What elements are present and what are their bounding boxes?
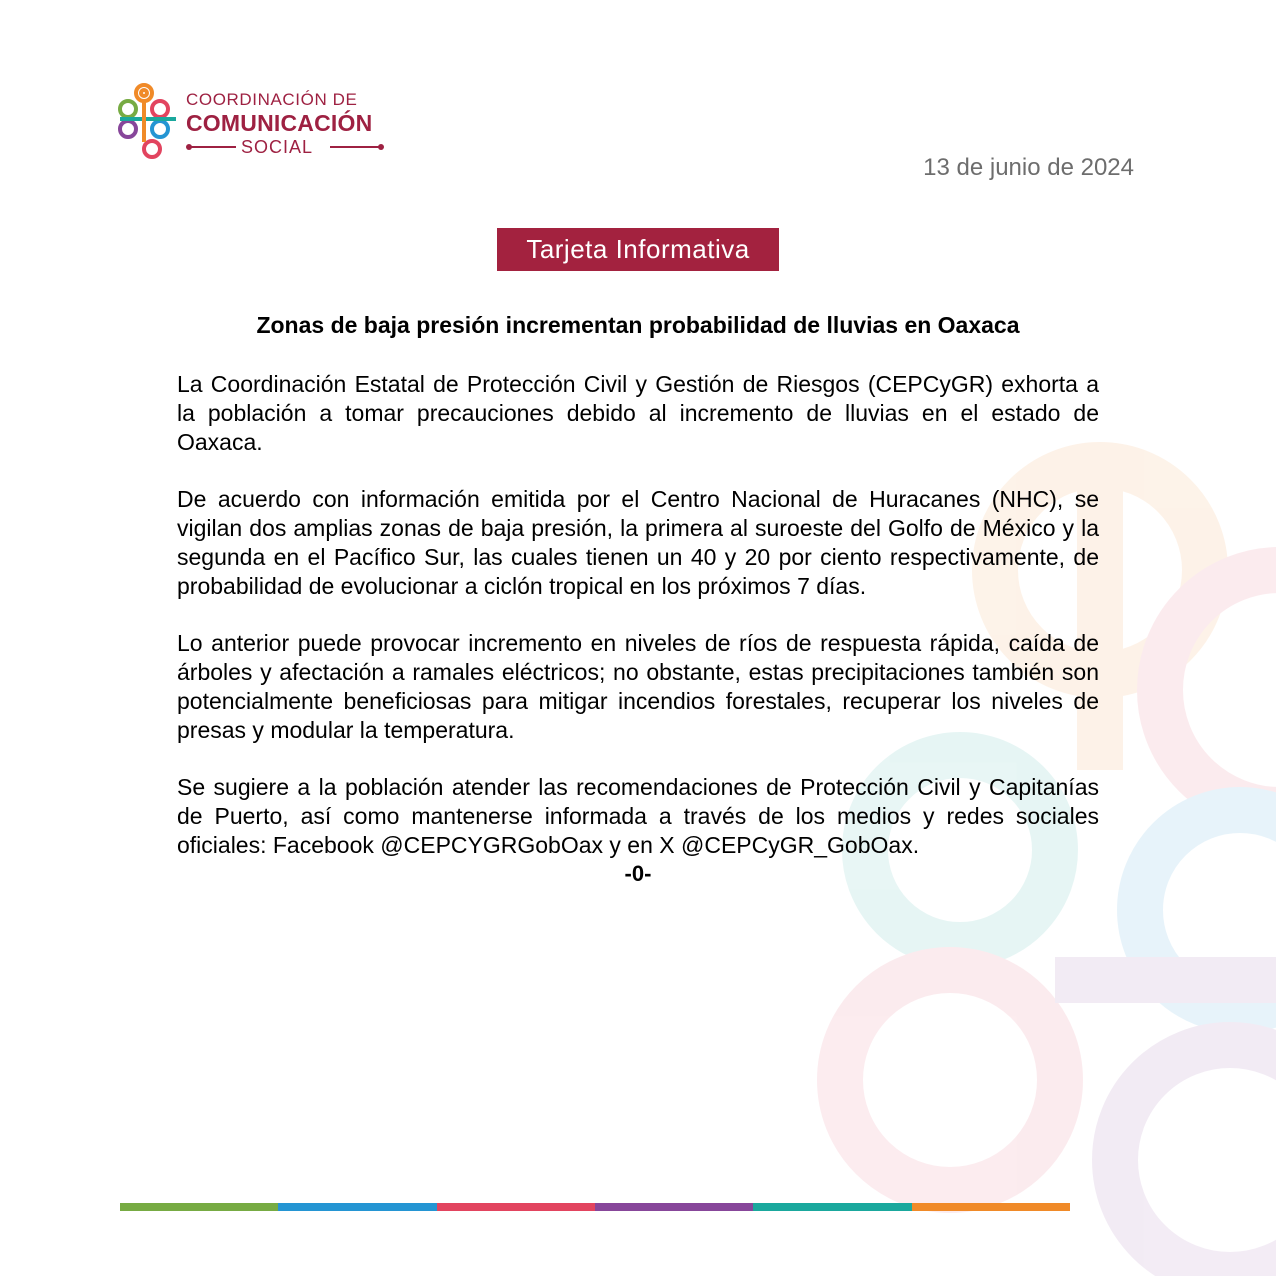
footer-color-bar (120, 1203, 1070, 1211)
org-name-line3 (186, 136, 390, 158)
article-paragraph: Se sugiere a la población atender las recomendaciones de Protección Civil y Capitanías de Puerto, así como mantenerse informada a través de los medios y redes sociales oficiales: Facebook @CEPCYGRGobOax y en X @CEPCyGR_GobOax. (177, 774, 1099, 858)
rule-left (190, 146, 236, 148)
color-bar-segment (278, 1203, 436, 1211)
ccs-knot-logo-icon (118, 82, 178, 162)
org-name-social: SOCIAL (241, 137, 314, 157)
org-name-line1: COORDINACIÓN DE (186, 90, 358, 109)
end-mark: -0- (624, 860, 652, 886)
article-paragraph: La Coordinación Estatal de Protección Civil y Gestión de Riesgos (CEPCyGR) exhorta a la población a tomar precauciones debido al incremento de lluvias en el estado de Oaxaca. (177, 371, 1099, 455)
article-paragraph: De acuerdo con información emitida por el Centro Nacional de Huracanes (NHC), se vigilan dos amplias zonas de baja presión, la primera al suroeste del Golfo de México y la segunda en el Pacífico Sur, las cuales tienen un 40 y 20 por ciento respectivamente, de probabilidad de evolucionar a ciclón tropical en los próximos 7 días. (177, 486, 1099, 599)
document-date: 13 de junio de 2024 (923, 154, 1134, 181)
org-name-line2: COMUNICACIÓN (186, 110, 373, 136)
article-headline: Zonas de baja presión incrementan probabilidad de lluvias en Oaxaca (256, 312, 1020, 338)
color-bar-segment (595, 1203, 753, 1211)
color-bar-segment (437, 1203, 595, 1211)
rule-dot-right (378, 144, 384, 150)
article-body (177, 370, 1099, 888)
color-bar-segment (912, 1203, 1070, 1211)
article-paragraph: Lo anterior puede provocar incremento en niveles de ríos de respuesta rápida, caída de árboles y afectación a ramales eléctricos; no obstante, estas precipitaciones también son potencialmente beneficiosas para mitigar incendios forestales, recuperar los niveles de presas y modular la temperatura. (177, 630, 1099, 743)
color-bar-segment (120, 1203, 278, 1211)
color-bar-segment (753, 1203, 911, 1211)
document-type-badge: Tarjeta Informativa (497, 228, 779, 271)
rule-right (330, 146, 380, 148)
